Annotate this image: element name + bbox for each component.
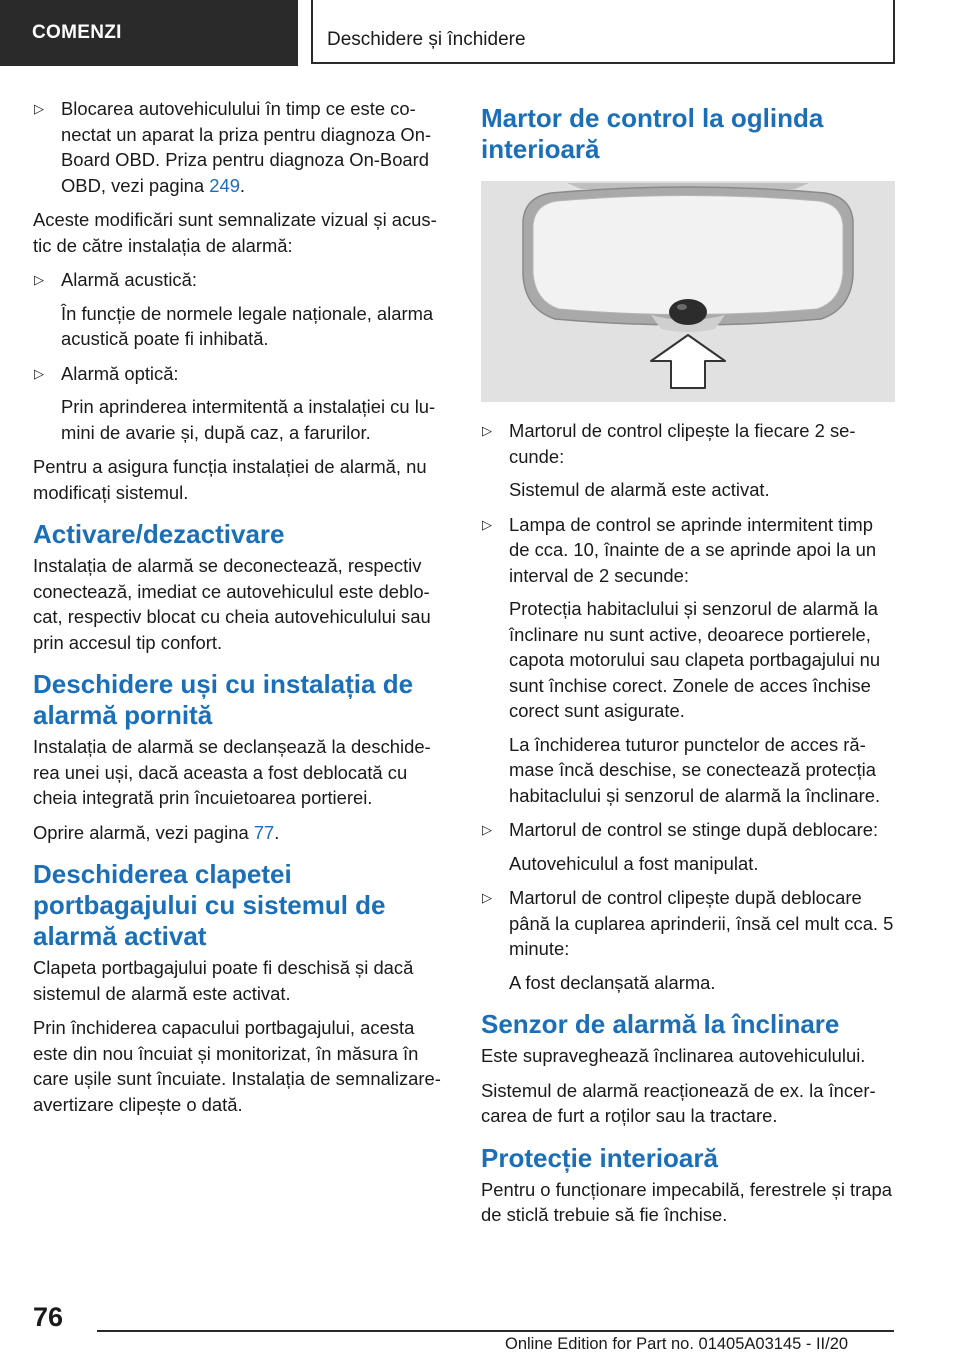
bullet-triangle-icon: ▷ bbox=[482, 822, 492, 837]
bullet-acoustic-alarm bbox=[33, 267, 447, 352]
function-note: Pentru a asigura funcția instalației de alarmă, nu modificați sistemul. bbox=[33, 456, 427, 503]
tilt-text-2: Sistemul de alarmă reacționează de ex. la încer-carea de furt a roților sau la tractare. bbox=[481, 1079, 876, 1126]
bullet-text: La închiderea tuturor punctelor de acces ră-mase încă deschise, se conectează protecția habitaclului și senzorul de alarmă la înclinare. bbox=[509, 733, 881, 806]
interior-text: Pentru o funcționare impecabilă, ferestrele și trapa de sticlă trebuie să fie închise. bbox=[481, 1178, 892, 1225]
heading-interior-protection: Protecție interioară bbox=[481, 1142, 718, 1173]
page-number: 76 bbox=[33, 1302, 64, 1332]
heading-doors: Deschidere uși cu instalația de alarmă pornită bbox=[33, 669, 414, 730]
bullet-obd bbox=[33, 96, 447, 198]
mirror-indicator-list bbox=[481, 418, 895, 995]
bullet-triangle-icon: ▷ bbox=[34, 272, 44, 287]
page-link-249[interactable]: 249 bbox=[209, 174, 240, 196]
bullet-text: Protecția habitaclului și senzorul de alarmă la înclinare nu sunt active, deoarece portierele, capota motorului sau clapeta portbagajului nu sunt închise corect. Zonele de acces închise corect sunt asigurate. bbox=[509, 598, 881, 721]
left-column bbox=[33, 96, 447, 1126]
right-column bbox=[481, 96, 895, 1237]
mirror-drawing bbox=[481, 181, 895, 402]
indicator-bullet bbox=[481, 512, 895, 809]
heading-tilt-sensor: Senzor de alarmă la înclinare bbox=[481, 1009, 840, 1039]
bullet-text: În funcție de normele legale naționale, alarma acustică poate fi inhibată. bbox=[61, 302, 434, 349]
bullet-title: Alarmă optică: bbox=[61, 362, 179, 384]
trunk-text-2: Prin închiderea capacului portbagajului, acesta este din nou încuiat și monitorizat, în măsura în care ușile sunt încuiate. Instalația de semnalizare-avertizare clipește o dată. bbox=[33, 1017, 441, 1115]
section-tab: COMENZI bbox=[0, 0, 298, 66]
page-link-77[interactable]: 77 bbox=[253, 821, 275, 843]
bullet-triangle-icon: ▷ bbox=[34, 365, 44, 381]
bullet-text: Sistemul de alarmă este activat. bbox=[509, 479, 770, 500]
bullet-title: Alarmă acustică: bbox=[61, 269, 197, 290]
trunk-text-1: Clapeta portbagajului poate fi deschisă și dacă sistemul de alarmă este activat. bbox=[33, 957, 414, 1004]
indicator-bullet bbox=[481, 885, 895, 995]
edition-note: Online Edition for Part no. 01405A03145 - II/20 bbox=[505, 1335, 849, 1353]
activation-text: Instalația de alarmă se deconectează, respectiv conectează, imediat ce autovehiculul este deblo-cat, respectiv blocat cu cheia autovehiculului sau prin accesul tip confort. bbox=[33, 555, 431, 653]
bullet-text: Prin aprinderea intermitentă a instalației cu lu-mini de avarie și, după caz, a farurilor. bbox=[61, 396, 436, 443]
stop-alarm-text: Oprire alarmă, vezi pagina 77. bbox=[33, 821, 280, 843]
bullet-text: Autovehiculul a fost manipulat. bbox=[509, 852, 759, 874]
heading-activation: Activare/dezactivare bbox=[33, 519, 285, 549]
bullet-title: Lampa de control se aprinde intermitent timp de cca. 10, înainte de a se aprinde apoi la un interval de 2 secunde: bbox=[509, 513, 877, 586]
indicator-bullet bbox=[481, 817, 895, 876]
bullet-optical-alarm bbox=[33, 361, 447, 446]
bullet-title: Martorul de control clipește la fiecare 2 se-cunde: bbox=[509, 420, 856, 467]
bullet-triangle-icon: ▷ bbox=[34, 101, 44, 116]
heading-mirror-indicator: Martor de control la oglinda interioară bbox=[481, 103, 824, 164]
bullet-title: Martorul de control clipește după deblocare până la cuplarea aprinderii, însă cel mult cca. 5 minute: bbox=[509, 887, 894, 959]
doors-text: Instalația de alarmă se declanșează la deschide-rea unei uși, dacă aceasta a fost deblocată cu cheia integrată prin încuietoarea portierei. bbox=[33, 736, 431, 808]
bullet-triangle-icon: ▷ bbox=[482, 890, 492, 905]
bullet-triangle-icon: ▷ bbox=[482, 423, 492, 438]
page-header bbox=[0, 0, 960, 66]
chapter-title: Deschidere și închidere bbox=[311, 0, 895, 64]
tilt-text-1: Este supraveghează înclinarea autovehiculului. bbox=[481, 1045, 866, 1066]
heading-trunk: Deschiderea clapetei portbagajului cu sistemul de alarmă activat bbox=[33, 859, 386, 951]
bullet-title: Martorul de control se stinge după deblocare: bbox=[509, 819, 879, 840]
signal-intro: Aceste modificări sunt semnalizate vizual și acus-tic de către instalația de alarmă: bbox=[33, 209, 437, 256]
bullet-text: A fost declanșată alarma. bbox=[509, 971, 716, 993]
mirror-illustration bbox=[481, 181, 895, 402]
bullet-triangle-icon: ▷ bbox=[482, 516, 492, 532]
bullet-obd-text: Blocarea autovehiculului în timp ce este co-nectat un aparat la priza pentru diagnoza On-Board OBD. Priza pentru diagnoza On-Board OBD, vezi pagina 249. bbox=[61, 98, 432, 196]
indicator-bullet bbox=[481, 418, 895, 503]
